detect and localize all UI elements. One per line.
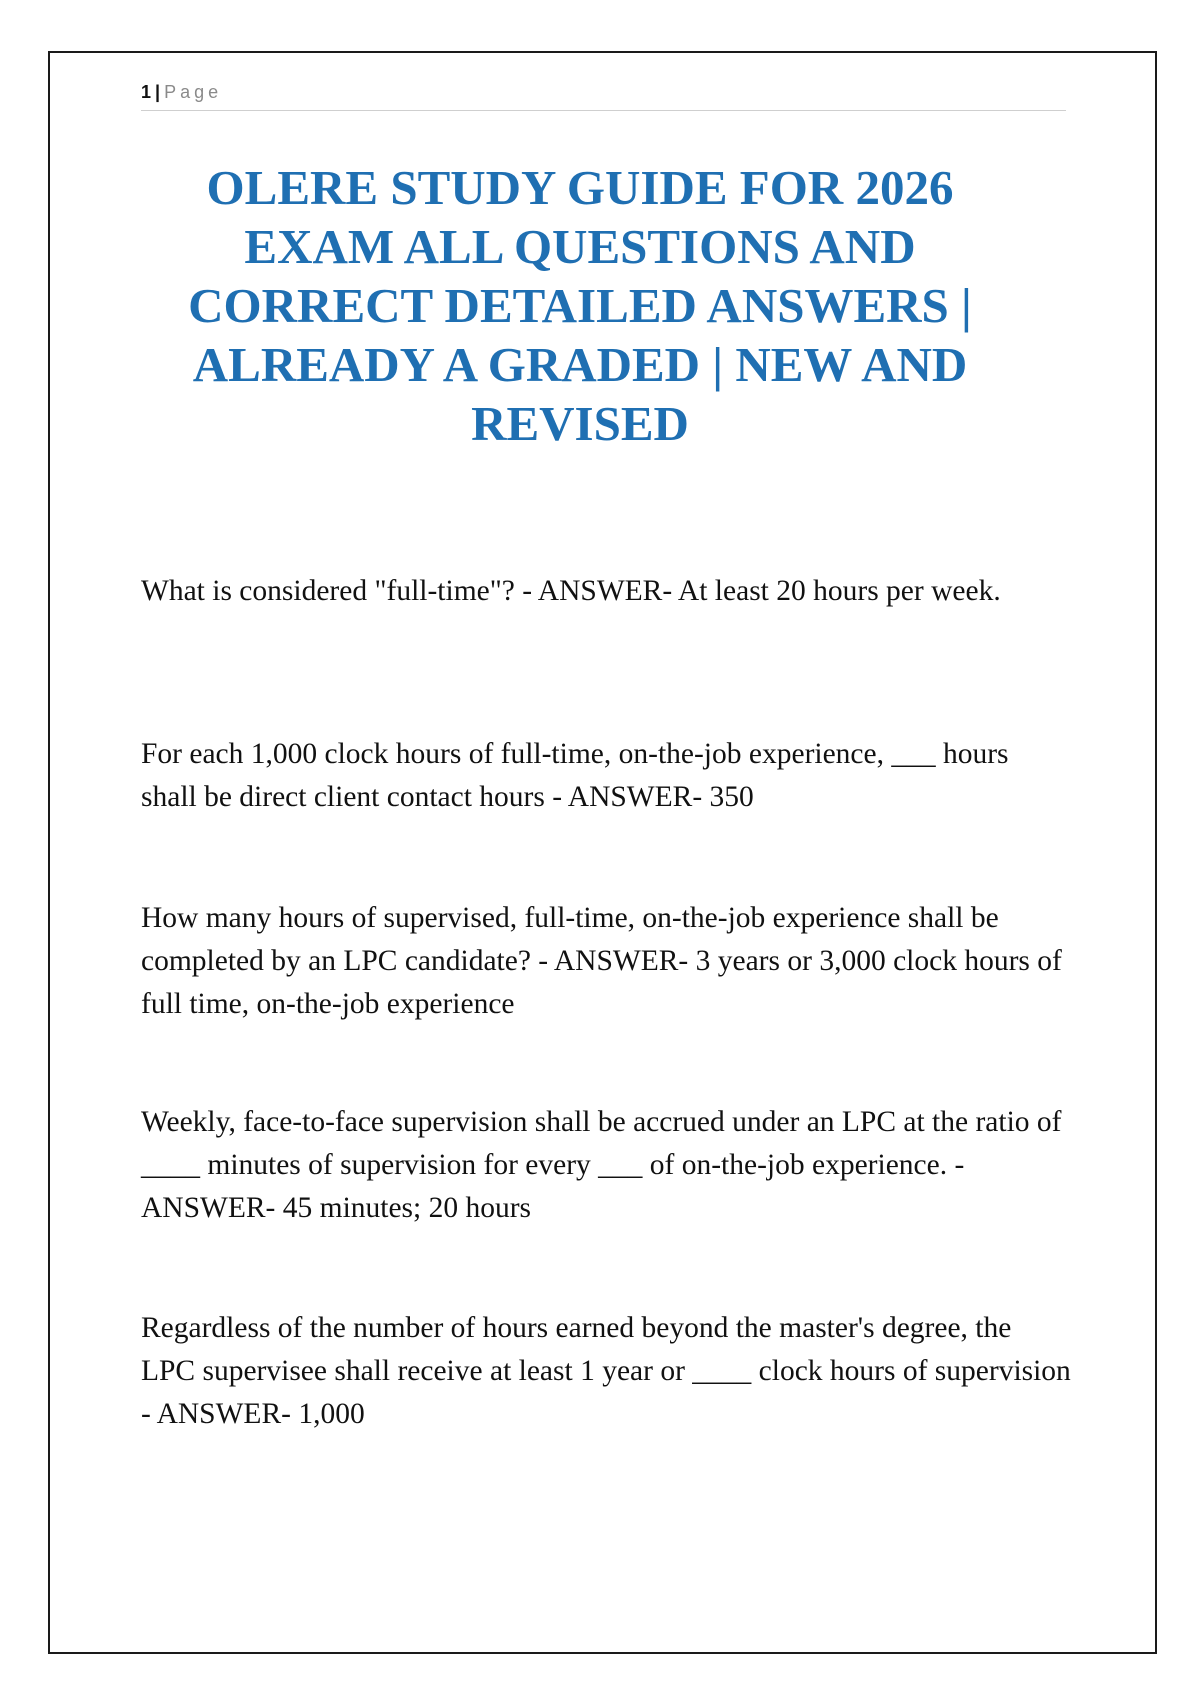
qa-item: How many hours of supervised, full-time, on-the-job experience shall be completed by an LPC candidate? - ANSWER- 3 years or 3,000 clock hours of full time, on-the-job experience [141,902,1062,1020]
page-header [141,80,1066,111]
qa-item: Weekly, face-to-face supervision shall be accrued under an LPC at the ratio of ____ minutes of supervision for every ___ of on-the-job experience. - ANSWER- 45 minutes; 20 hours [141,1106,1062,1224]
page-separator: | [155,82,161,102]
page-label: Page [164,82,223,102]
qa-item: Regardless of the number of hours earned beyond the master's degree, the LPC supervisee shall receive at least 1 year or ____ clock hours of supervision - ANSWER- 1,000 [141,1312,1071,1430]
qa-item: For each 1,000 clock hours of full-time, on-the-job experience, ___ hours shall be direct client contact hours - ANSWER- 350 [141,738,1009,813]
page-number: 1 [141,82,152,102]
document-title: OLERE STUDY GUIDE FOR 2026 EXAM ALL QUESTIONS AND CORRECT DETAILED ANSWERS | ALREADY A GRADED | NEW AND REVISED [188,160,972,451]
qa-item: What is considered "full-time"? - ANSWER- At least 20 hours per week. [141,575,1001,607]
